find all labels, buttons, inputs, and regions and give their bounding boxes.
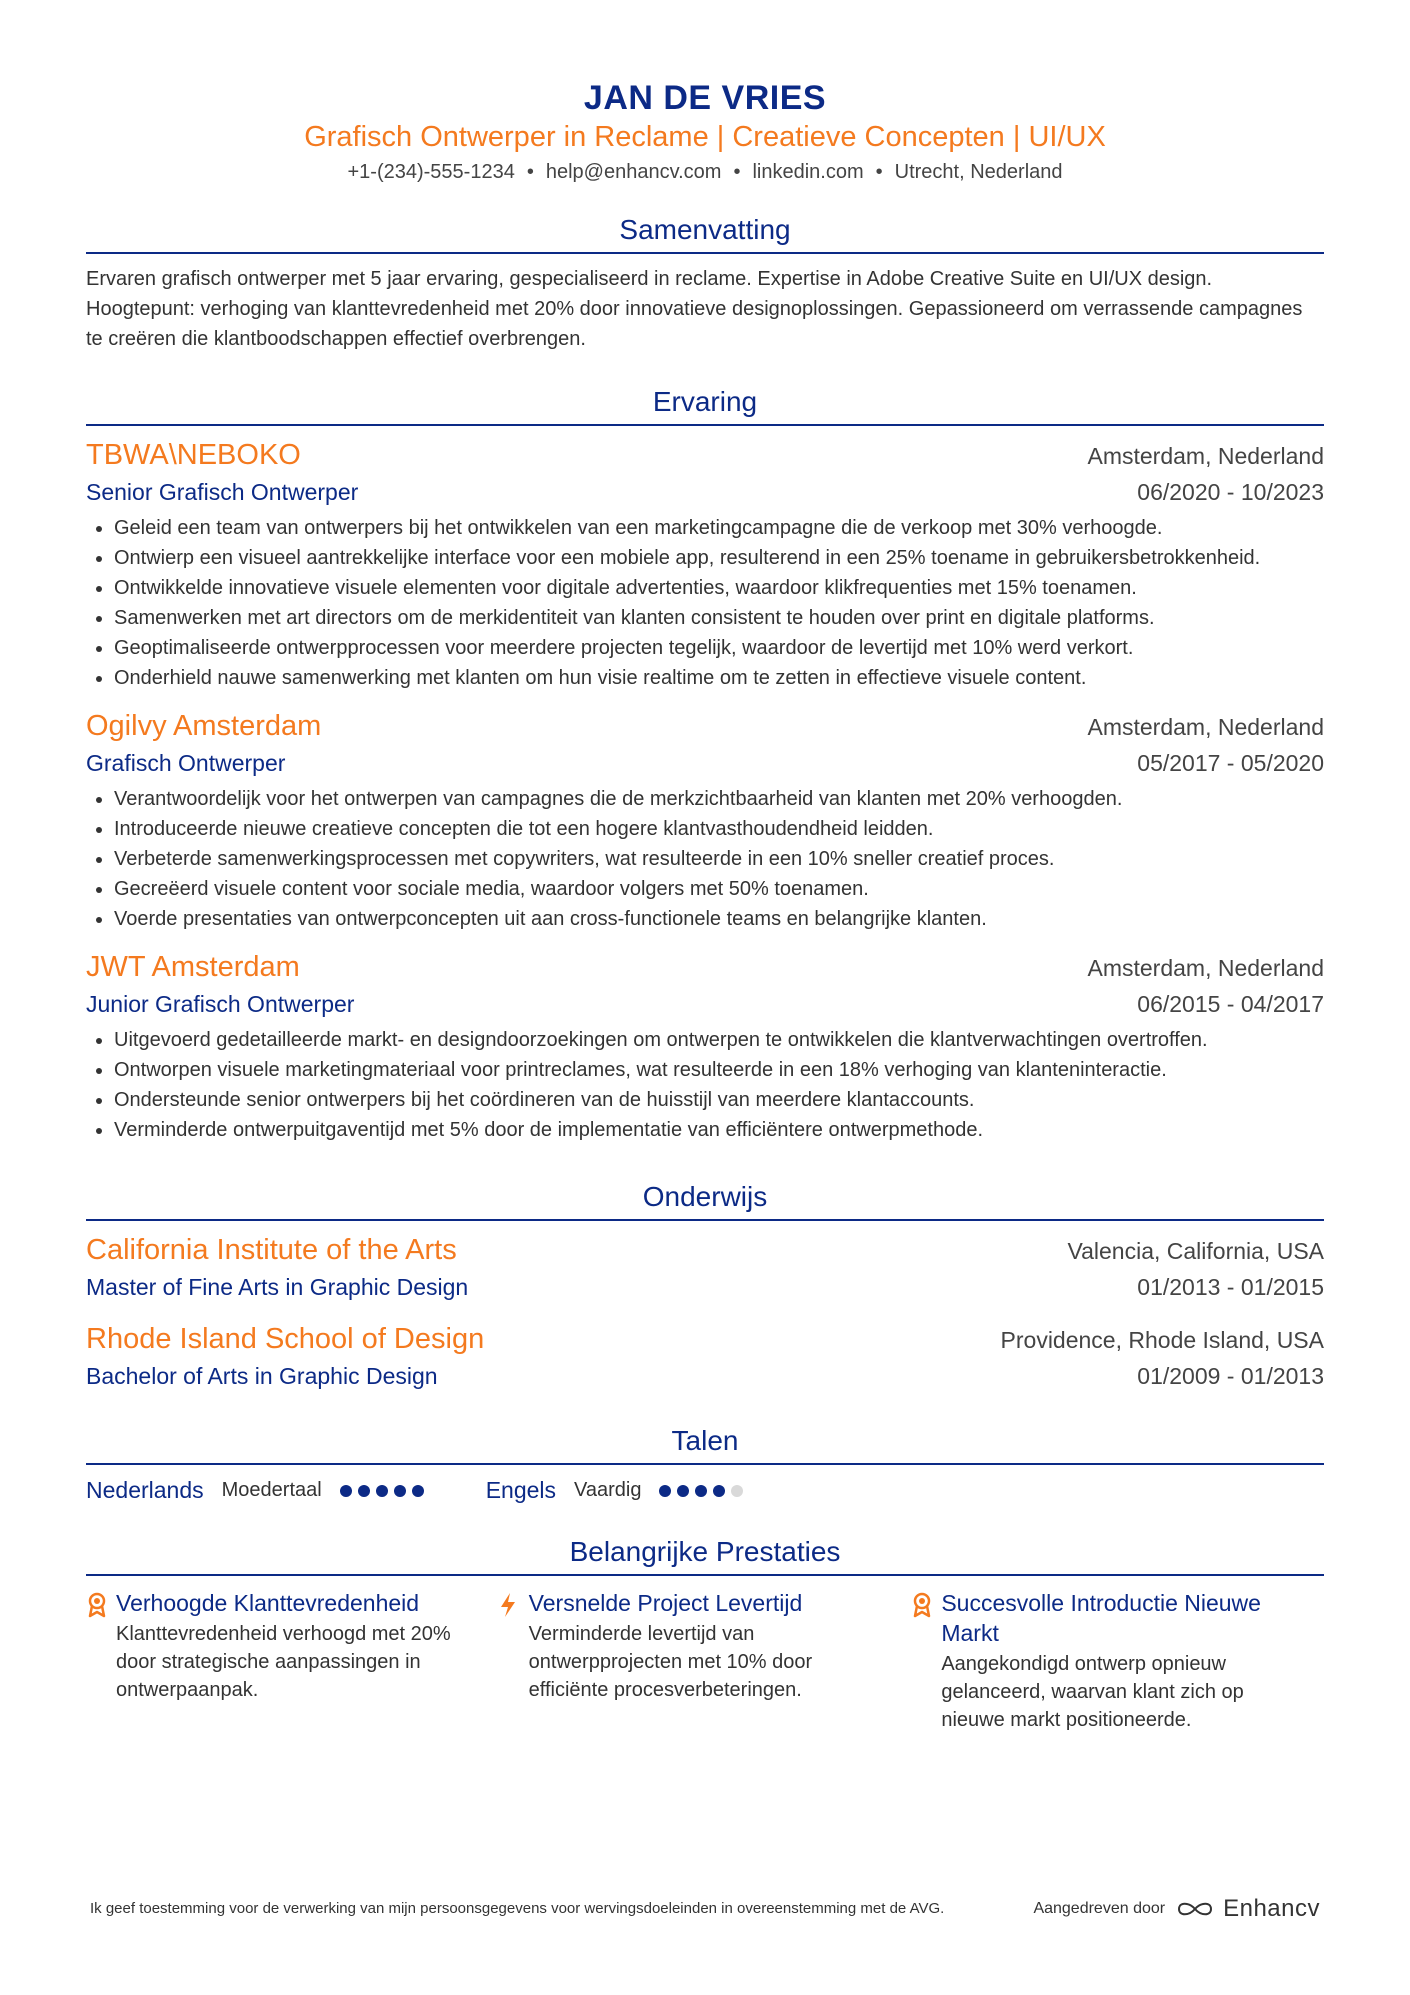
degree-name: Master of Fine Arts in Graphic Design: [86, 1274, 469, 1300]
achievements-grid: [86, 1588, 1324, 1734]
school-location: Valencia, California, USA: [1067, 1238, 1324, 1264]
company-name: JWT Amsterdam: [86, 951, 300, 983]
achievement-item: [911, 1588, 1324, 1734]
achievement-title: Versnelde Project Levertijd: [528, 1590, 803, 1616]
language-rating: [340, 1485, 424, 1497]
powered-by-label: Aangedreven door: [1033, 1900, 1166, 1917]
job-location: Amsterdam, Nederland: [1087, 955, 1324, 981]
rating-dot-filled: [713, 1485, 725, 1497]
rating-dot-filled: [394, 1485, 406, 1497]
award-icon: [911, 1592, 941, 1734]
enhancv-brand[interactable]: Enhancv: [1223, 1895, 1320, 1922]
bullet-item: • Introduceerde nieuwe creatieve concepten die tot een hogere klantvasthoudendheid leidden.: [114, 814, 1324, 844]
consent-text: Ik geef toestemming voor de verwerking van mijn persoonsgegevens voor wervingsdoeleinden in overeenstemming met de AVG.: [90, 1900, 945, 1917]
award-icon: [86, 1592, 116, 1734]
language-rating: [659, 1485, 743, 1497]
education-dates: 01/2009 - 01/2013: [1137, 1363, 1324, 1389]
achievement-description: Aangekondigd ontwerp opnieuw gelanceerd, waarvan klant zich op nieuwe markt positioneerde.: [941, 1653, 1244, 1731]
section-title-education: Onderwijs: [86, 1177, 1324, 1221]
page-footer: [90, 1895, 1320, 1923]
job-dates: 05/2017 - 05/2020: [1137, 750, 1324, 776]
summary-text: Ervaren grafisch ontwerper met 5 jaar ervaring, gespecialiseerd in reclame. Expertise in Adobe Creative Suite en UI/UX design. Hoogtepunt: verhoging van klanttevredenheid met 20% door innovatieve designoplossingen. Gepassioneerd om verrassende campagnes te creëren die klantboodschappen effectief overbrengen.: [86, 268, 1303, 350]
rating-dot-filled: [412, 1485, 424, 1497]
bullet-item: • Verminderde ontwerpuitgaventijd met 5% door de implementatie van efficiëntere ontwerpmethode.: [114, 1115, 1324, 1145]
bullet-item: • Geleid een team van ontwerpers bij het ontwikkelen van een marketingcampagne die de verkoop met 30% verhoogde.: [114, 513, 1324, 543]
job-entry: [86, 707, 1324, 934]
achievement-title: Succesvolle Introductie Nieuwe Markt: [941, 1590, 1261, 1646]
job-dates: 06/2020 - 10/2023: [1137, 479, 1324, 505]
rating-dot-filled: [376, 1485, 388, 1497]
languages-list: [86, 1477, 1324, 1504]
bullet-item: • Voerde presentaties van ontwerpconcepten uit aan cross-functionele teams en belangrijke klanten.: [114, 904, 1324, 934]
email-link[interactable]: help@enhancv.com: [545, 161, 722, 183]
resume-header: [0, 0, 1410, 186]
location-text: Utrecht, Nederland: [894, 161, 1063, 183]
company-name: TBWA\NEBOKO: [86, 439, 301, 471]
degree-name: Bachelor of Arts in Graphic Design: [86, 1363, 438, 1389]
job-entry: [86, 436, 1324, 693]
company-name: Ogilvy Amsterdam: [86, 710, 322, 742]
bullet-item: • Ontworpen visuele marketingmateriaal voor printreclames, wat resulteerde in een 18% verhoging van klanteninteractie.: [114, 1055, 1324, 1085]
bullet-item: • Ondersteunde senior ontwerpers bij het coördineren van de huisstijl van meerdere klantaccounts.: [114, 1085, 1324, 1115]
school-name: Rhode Island School of Design: [86, 1323, 485, 1355]
linkedin-link[interactable]: linkedin.com: [752, 161, 864, 183]
bullet-item: • Gecreëerd visuele content voor sociale media, waardoor volgers met 50% toenamen.: [114, 874, 1324, 904]
education-dates: 01/2013 - 01/2015: [1137, 1274, 1324, 1300]
phone-text: +1-(234)-555-1234: [347, 161, 515, 183]
job-bullets: [86, 513, 1324, 693]
enhancv-logo-icon: [1175, 1898, 1215, 1920]
achievement-title: Verhoogde Klanttevredenheid: [116, 1590, 420, 1616]
rating-dot-empty: [731, 1485, 743, 1497]
lightning-icon: [499, 1592, 529, 1734]
rating-dot-filled: [340, 1485, 352, 1497]
section-title-experience: Ervaring: [86, 382, 1324, 426]
job-entry: [86, 948, 1324, 1145]
rating-dot-filled: [358, 1485, 370, 1497]
bullet-item: • Verbeterde samenwerkingsprocessen met copywriters, wat resulteerde in een 10% sneller creatief proces.: [114, 844, 1324, 874]
bullet-item: • Uitgevoerd gedetailleerde markt- en designdoorzoekingen om ontwerpen te ontwikkelen die klantverwachtingen overtroffen.: [114, 1025, 1324, 1055]
bullet-item: • Verantwoordelijk voor het ontwerpen van campagnes die de merkzichtbaarheid van klanten met 20% verhoogden.: [114, 784, 1324, 814]
rating-dot-filled: [695, 1485, 707, 1497]
school-location: Providence, Rhode Island, USA: [1000, 1327, 1324, 1353]
language-name: Nederlands: [86, 1477, 204, 1503]
job-bullets: [86, 784, 1324, 934]
job-location: Amsterdam, Nederland: [1087, 714, 1324, 740]
powered-by: [1033, 1895, 1320, 1923]
contact-line: [0, 158, 1410, 186]
achievements-section: [86, 1532, 1324, 1734]
experience-section: [86, 382, 1324, 1145]
bullet-item: • Ontwierp een visueel aantrekkelijke interface voor een mobiele app, resulterend in een 25% toename in gebruikersbetrokkenheid.: [114, 543, 1324, 573]
language-name: Engels: [485, 1477, 557, 1503]
languages-section: [86, 1421, 1324, 1504]
candidate-headline: Grafisch Ontwerper in Reclame | Creatieve Concepten | UI/UX: [304, 121, 1106, 153]
section-title-summary: Samenvatting: [86, 210, 1324, 254]
section-title-achievements: Belangrijke Prestaties: [86, 1532, 1324, 1576]
bullet-item: • Geoptimaliseerde ontwerpprocessen voor meerdere projecten tegelijk, waardoor de levertijd met 10% werd verkort.: [114, 633, 1324, 663]
achievement-item: [86, 1588, 499, 1734]
job-role: Grafisch Ontwerper: [86, 750, 286, 776]
achievement-item: [499, 1588, 912, 1734]
contact-separator: •: [733, 161, 741, 183]
section-title-languages: Talen: [86, 1421, 1324, 1465]
bullet-item: • Samenwerken met art directors om de merkidentiteit van klanten consistent te houden over print en digitale platforms.: [114, 603, 1324, 633]
language-level: Vaardig: [574, 1479, 642, 1501]
education-entry: [86, 1231, 1324, 1304]
bullet-item: • Onderhield nauwe samenwerking met klanten om hun visie realtime om te zetten in effectieve visuele content.: [114, 663, 1324, 693]
job-role: Senior Grafisch Ontwerper: [86, 479, 359, 505]
job-dates: 06/2015 - 04/2017: [1137, 991, 1324, 1017]
candidate-name: JAN DE VRIES: [583, 79, 827, 117]
bullet-item: • Ontwikkelde innovatieve visuele elementen voor digitale advertenties, waardoor klikfrequenties met 15% toenamen.: [114, 573, 1324, 603]
job-bullets: [86, 1025, 1324, 1145]
rating-dot-filled: [677, 1485, 689, 1497]
education-section: [86, 1177, 1324, 1393]
contact-separator: •: [875, 161, 883, 183]
achievement-description: Verminderde levertijd van ontwerpprojecten met 10% door efficiënte procesverbeteringen.: [528, 1623, 813, 1701]
language-level: Moedertaal: [221, 1479, 322, 1501]
achievement-description: Klanttevredenheid verhoogd met 20% door strategische aanpassingen in ontwerpaanpak.: [116, 1623, 451, 1701]
school-name: California Institute of the Arts: [86, 1234, 457, 1266]
job-role: Junior Grafisch Ontwerper: [86, 991, 355, 1017]
summary-section: [86, 210, 1324, 354]
rating-dot-filled: [659, 1485, 671, 1497]
education-entry: [86, 1320, 1324, 1393]
job-location: Amsterdam, Nederland: [1087, 443, 1324, 469]
contact-separator: •: [526, 161, 534, 183]
